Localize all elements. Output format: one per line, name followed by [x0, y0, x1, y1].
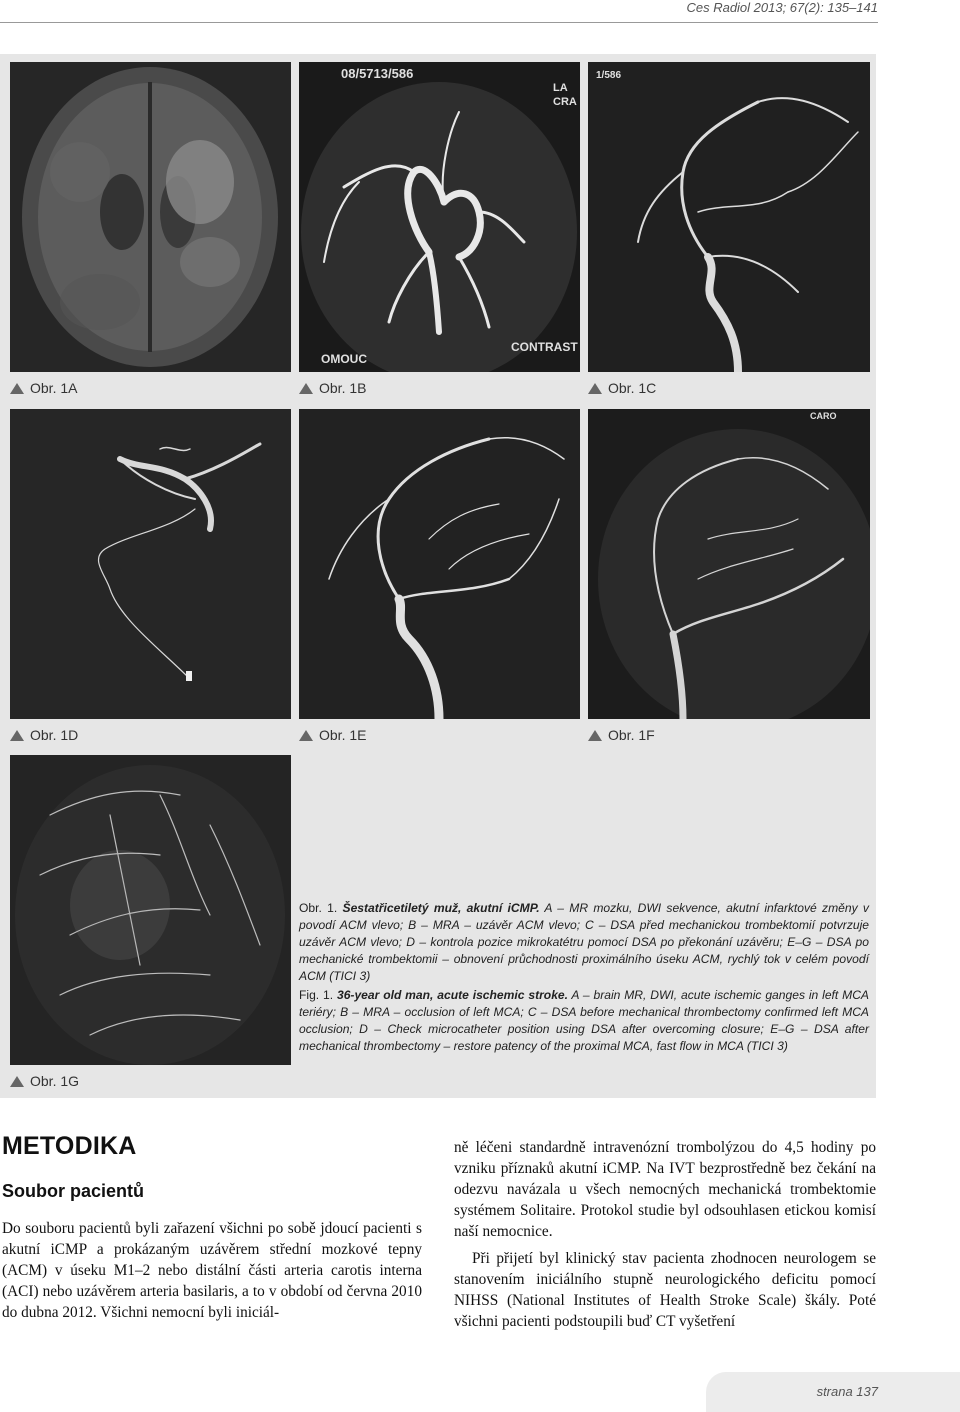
figure-label-1g: Obr. 1G	[10, 1073, 79, 1089]
dsa-f-overlay: CARO	[810, 411, 837, 421]
page-number: strana 137	[816, 1384, 878, 1399]
right-column-text	[454, 1137, 876, 1332]
right-paragraph-2: Při přijetí byl klinický stav pacienta zhodnocen neurologem se stanovením iniciálního stupně neurologického deficitu pomocí NIHSS (National Institutes of Health Stroke Scale) škály. Poté všichni pacienti podstoupili buď CT vyšetření	[454, 1250, 876, 1330]
triangle-marker-icon	[299, 383, 313, 394]
right-paragraph-1: ně léčeni standardně intravenózní trombolýzou do 4,5 hodiny po vzniku příznaků akutní iCMP. Na IVT bezprostředně bez čekání na odezvu navázala u všech nemocných mechanická trombektomie systémem Solitaire. Protokol studie byl odsouhlasen etickou komisí naší nemocnice.	[454, 1139, 876, 1240]
dsa-microcatheter-image	[10, 409, 291, 719]
mra-overlay-id: 08/5713/586	[341, 66, 414, 81]
mra-overlay-location: OMOUC	[321, 352, 367, 366]
dsa-overlay-id: 1/586	[596, 70, 622, 81]
figure-image-1c	[588, 62, 870, 372]
subsection-heading: Soubor pacientů	[2, 1181, 145, 1201]
figure-label-1e: Obr. 1E	[299, 727, 366, 743]
left-column-text	[2, 1218, 422, 1323]
mra-overlay-contrast: CONTRAST	[511, 340, 578, 354]
figure-image-1d	[10, 409, 291, 719]
left-paragraph: Do souboru pacientů byli zařazení všichni po sobě jdoucí pacienti s akutní iCMP a prokázaným uzávěrem střední mozkové tepny (ACM) v úseku M1–2 nebo distální části arteria carotis interna (ACI) nebo uzávěrem arteria basilaris, a to v období od června 2010 do dubna 2012. Všichni nemocní byli iniciál-	[2, 1220, 422, 1321]
mra-overlay-la: LA	[553, 82, 568, 94]
caption-english: Fig. 1. 36-year old man, acute ischemic stroke. A – brain MR, DWI, acute ischemic ganges in left MCA teriéry; B – MRA – occlusion of left MCA; C – DSA before mechanical thrombectomy confirmed left MCA occlusion; D – Check microcatheter position using DSA after overcoming closure; E–G – DSA after mechanical thrombectomy – restore patency of the proximal MCA, fast flow in MCA (TICI 3)	[299, 988, 870, 1053]
figure-label-1a: Obr. 1A	[10, 380, 77, 396]
triangle-marker-icon	[10, 1076, 24, 1087]
triangle-marker-icon	[588, 730, 602, 741]
triangle-marker-icon	[10, 730, 24, 741]
header-rule	[0, 22, 878, 23]
figure-image-1f	[588, 409, 870, 719]
figure-caption	[299, 900, 869, 1055]
triangle-marker-icon	[299, 730, 313, 741]
figure-label-1d: Obr. 1D	[10, 727, 78, 743]
figure-image-1b	[299, 62, 580, 372]
dsa-after-ap-image	[588, 409, 870, 719]
dsa-after-lateral-image	[299, 409, 580, 719]
triangle-marker-icon	[10, 383, 24, 394]
figure-image-1g	[10, 755, 291, 1065]
figure-label-1f: Obr. 1F	[588, 727, 655, 743]
dsa-after-late-image	[10, 755, 291, 1065]
figure-label-1b: Obr. 1B	[299, 380, 366, 396]
figure-label-1c: Obr. 1C	[588, 380, 656, 396]
mra-overlay-cra: CRA	[553, 96, 577, 108]
dsa-before-image	[588, 62, 870, 372]
brain-dwi-image	[10, 62, 291, 372]
caption-czech: Obr. 1. Šestatřicetiletý muž, akutní iCMP. A – MR mozku, DWI sekvence, akutní infarktové změny v povodí ACM vlevo; B – MRA – uzávěr ACM vlevo; C – DSA před mechanickou trombektomií potvrzuje uzávěr ACM vlevo; D – kontrola pozice mikrokatétru pomocí DSA po překonání uzávěru; E–G – DSA po mechanické trombektomii – obnovení průchodnosti proximálního úseku ACM, rychlý tok v celém povodí ACM (TICI 3)	[299, 901, 869, 983]
mra-image	[299, 62, 580, 372]
triangle-marker-icon	[588, 383, 602, 394]
section-heading: METODIKA	[2, 1132, 137, 1160]
figure-image-1e	[299, 409, 580, 719]
journal-citation: Ces Radiol 2013; 67(2): 135–141	[686, 0, 878, 15]
figure-image-1a	[10, 62, 291, 372]
